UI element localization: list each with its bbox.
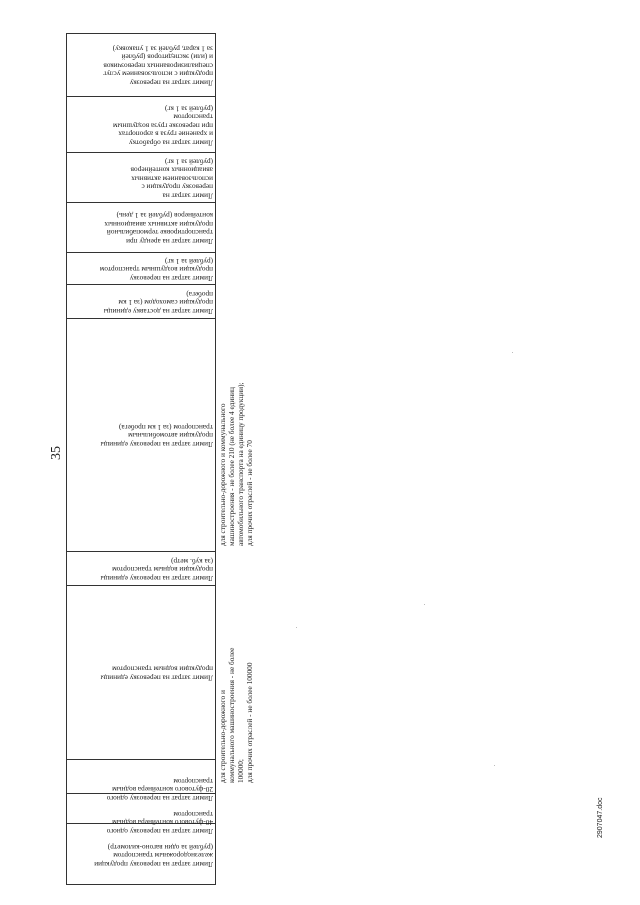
row-label: Лимит затрат на перевозку продукции с использованием активных авиационных контейнеров (рублей за 1 кг) <box>130 156 213 200</box>
row-label: Лимит затрат на обработку и хранение груза в аэропортах при перевозке груза воздушным транспортом (рублей за 1 кг) <box>112 103 213 147</box>
table-row <box>67 252 215 284</box>
table-row <box>67 585 215 759</box>
table-row <box>67 284 215 318</box>
auto-limits-note: для строительно-дорожного и коммунального машиностроения - не более 210 (не более 4 единиц автомобильного транспорта на единицу продукции); для прочих отраслей - не более 70 <box>218 382 254 546</box>
row-label: Лимит затрат на перевозку единицы продукции водным транспортом <box>100 664 213 683</box>
table-row <box>67 551 215 585</box>
table-row <box>67 202 215 252</box>
scan-speck <box>296 627 297 628</box>
row-label: Лимит затрат на перевозку продукции с использованием услуг специализированных перевозчиков и (или) экспедиторов (рублей за 1 карат, рублей за 1 упаковку) <box>103 44 213 88</box>
row-label: Лимит затрат на перевозку одного 20-футового контейнера водным транспортом <box>106 776 213 803</box>
row-label: Лимит затрат на перевозку единицы продукции водным транспортом (за куб. метр) <box>100 556 213 583</box>
table-row <box>67 759 215 817</box>
row-label: Лимит затрат на аренду при транспортировке термопабильной продукции активных авиационных контейнеров (рублей за 1 день) <box>104 210 213 246</box>
row-label: Лимит затрат на перевозку продукции воздушным транспортом (рублей за 1 кг) <box>99 256 213 283</box>
page-number: 35 <box>49 446 64 460</box>
table-row <box>67 318 215 551</box>
scan-speck <box>424 604 425 605</box>
scan-speck <box>512 352 513 353</box>
table-row <box>67 34 215 96</box>
water-limits-note: для строительно-дорожного и коммунального машиностроения - не более 100000; для прочих отраслей - не более 100000 <box>218 647 254 783</box>
table-row <box>67 152 215 202</box>
file-name: 2907047.doc <box>597 797 604 838</box>
row-label: Лимит затрат на доставку единицы продукции самоходом (за 1 км пробега) <box>103 289 213 316</box>
scan-speck <box>494 765 495 766</box>
table-row <box>67 96 215 152</box>
row-label: Лимит затрат на перевозку одного 40-футового контейнера водным транспортом <box>106 809 213 836</box>
cost-limits-table <box>66 33 216 885</box>
row-label: Лимит затрат на перевозку единицы продукции автомобильным транспортом (за 1 км пробега) <box>100 422 213 449</box>
row-label: Лимит затрат на перевозку продукции железнодорожным транспортом (рублей за один вагоно-километр) <box>94 842 213 869</box>
